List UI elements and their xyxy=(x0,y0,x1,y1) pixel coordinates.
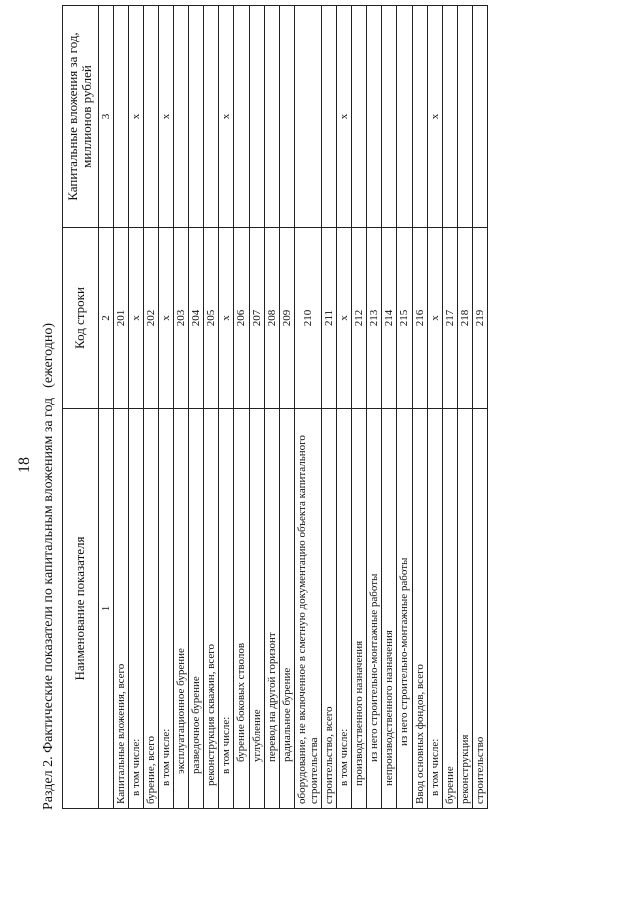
column-number: 3 xyxy=(98,6,113,228)
investment-value: x xyxy=(128,6,143,228)
indicator-name: строительство, всего xyxy=(322,409,337,809)
table-row xyxy=(382,6,397,809)
table-row xyxy=(264,6,279,809)
table-row xyxy=(294,6,321,809)
row-code: 211 xyxy=(322,228,337,409)
table-row xyxy=(143,6,158,809)
row-code: 216 xyxy=(412,228,427,409)
table-row xyxy=(457,6,472,809)
indicator-name: из него строительно-монтажные работы xyxy=(367,409,382,809)
header-row xyxy=(63,6,99,809)
row-code: 210 xyxy=(294,228,321,409)
table-row xyxy=(427,6,442,809)
page-number: 18 xyxy=(16,457,33,473)
indicator-name: из него строительно-монтажные работы xyxy=(397,409,412,809)
indicator-name: бурение xyxy=(442,409,457,809)
row-code: 212 xyxy=(352,228,367,409)
table-row xyxy=(204,6,219,809)
header-indicator-name: Наименование показателя xyxy=(63,409,99,809)
investment-value xyxy=(352,6,367,228)
investment-value xyxy=(143,6,158,228)
indicator-name: в том числе: xyxy=(128,409,143,809)
table-row xyxy=(442,6,457,809)
indicator-name: строительство xyxy=(472,409,487,809)
column-number: 1 xyxy=(98,409,113,809)
section-title xyxy=(41,323,57,810)
indicator-name: бурение, всего xyxy=(143,409,158,809)
row-code: x xyxy=(219,228,234,409)
column-number: 2 xyxy=(98,228,113,409)
indicator-name: Капитальные вложения, всего xyxy=(113,409,128,809)
investment-value: x xyxy=(219,6,234,228)
capital-investment-table xyxy=(62,5,488,809)
table-row xyxy=(352,6,367,809)
investment-value xyxy=(204,6,219,228)
row-code: 205 xyxy=(204,228,219,409)
table-row xyxy=(397,6,412,809)
investment-value xyxy=(279,6,294,228)
indicator-name: эксплуатационное бурение xyxy=(174,409,189,809)
investment-value xyxy=(294,6,321,228)
investment-value: x xyxy=(427,6,442,228)
column-number-row xyxy=(98,6,113,809)
header-capital-investment: Капитальные вложения за год, миллионов рублей xyxy=(63,6,99,228)
row-code: 218 xyxy=(457,228,472,409)
table-row xyxy=(472,6,487,809)
investment-value xyxy=(397,6,412,228)
row-code: 201 xyxy=(113,228,128,409)
indicator-name: реконструкция xyxy=(457,409,472,809)
investment-value xyxy=(249,6,264,228)
indicator-name: в том числе: xyxy=(158,409,173,809)
table-row xyxy=(113,6,128,809)
header-row-code: Код строки xyxy=(63,228,99,409)
investment-value xyxy=(113,6,128,228)
table-row xyxy=(128,6,143,809)
row-code: x xyxy=(158,228,173,409)
row-code: 217 xyxy=(442,228,457,409)
table-row xyxy=(219,6,234,809)
table-row xyxy=(322,6,337,809)
investment-value xyxy=(367,6,382,228)
indicator-name: радиальное бурение xyxy=(279,409,294,809)
investment-value xyxy=(412,6,427,228)
row-code: 207 xyxy=(249,228,264,409)
indicator-name: в том числе: xyxy=(219,409,234,809)
investment-value xyxy=(457,6,472,228)
investment-value xyxy=(174,6,189,228)
indicator-name: разведочное бурение xyxy=(189,409,204,809)
indicator-name: Ввод основных фондов, всего xyxy=(412,409,427,809)
investment-value xyxy=(234,6,249,228)
table-row xyxy=(279,6,294,809)
row-code: 214 xyxy=(382,228,397,409)
table-row xyxy=(249,6,264,809)
section-title-main: Раздел 2. Фактические показатели по капитальным вложениям за год xyxy=(41,397,56,810)
investment-value xyxy=(442,6,457,228)
table-row xyxy=(234,6,249,809)
section-title-period: (ежегодно) xyxy=(41,322,56,388)
indicator-name: реконструкция скважин, всего xyxy=(204,409,219,809)
investment-value: x xyxy=(337,6,352,228)
row-code: 204 xyxy=(189,228,204,409)
investment-value xyxy=(189,6,204,228)
indicator-name: в том числе: xyxy=(337,409,352,809)
row-code: 208 xyxy=(264,228,279,409)
indicator-name: перевод на другой горизонт xyxy=(264,409,279,809)
row-code: x xyxy=(128,228,143,409)
investment-value xyxy=(264,6,279,228)
table-body xyxy=(113,6,487,809)
row-code: x xyxy=(337,228,352,409)
indicator-name: углубление xyxy=(249,409,264,809)
row-code: 219 xyxy=(472,228,487,409)
indicator-name: оборудование, не включенное в сметную документацию объекта капитального строительства xyxy=(294,409,321,809)
investment-value xyxy=(322,6,337,228)
table-row xyxy=(158,6,173,809)
indicator-name: производственного назначения xyxy=(352,409,367,809)
row-code: 215 xyxy=(397,228,412,409)
row-code: 203 xyxy=(174,228,189,409)
row-code: 213 xyxy=(367,228,382,409)
investment-value: x xyxy=(158,6,173,228)
table-row xyxy=(174,6,189,809)
row-code: x xyxy=(427,228,442,409)
row-code: 206 xyxy=(234,228,249,409)
table-row xyxy=(412,6,427,809)
row-code: 202 xyxy=(143,228,158,409)
table-row xyxy=(367,6,382,809)
indicator-name: непроизводственного назначения xyxy=(382,409,397,809)
indicator-name: бурение боковых стволов xyxy=(234,409,249,809)
indicator-name: в том числе: xyxy=(427,409,442,809)
table-row xyxy=(189,6,204,809)
investment-value xyxy=(382,6,397,228)
row-code: 209 xyxy=(279,228,294,409)
investment-value xyxy=(472,6,487,228)
table-row xyxy=(337,6,352,809)
